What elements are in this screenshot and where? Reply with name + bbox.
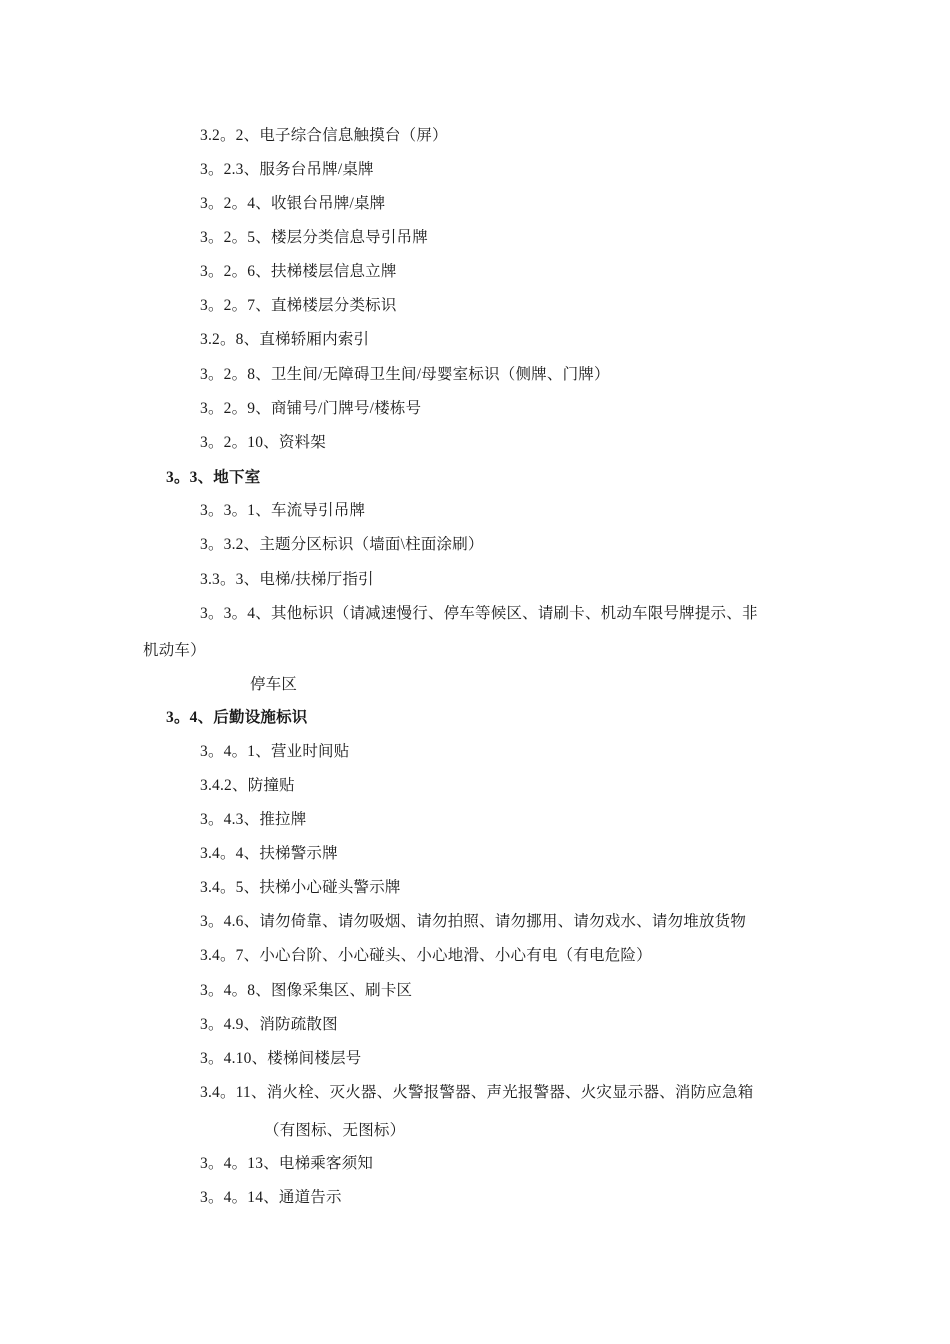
list-item: 3。2。6、扶梯楼层信息立牌	[200, 263, 397, 280]
list-item: 3.2。8、直梯轿厢内索引	[200, 331, 370, 348]
list-item-continuation: 机动车）	[143, 642, 206, 659]
list-item: 3.4.2、防撞贴	[200, 777, 295, 794]
list-item: 3。2。4、收银台吊牌/桌牌	[200, 195, 386, 212]
list-item: 3。4.6、请勿倚靠、请勿吸烟、请勿拍照、请勿挪用、请勿戏水、请勿堆放货物	[200, 913, 747, 930]
list-item: 3。2.3、服务台吊牌/桌牌	[200, 161, 374, 178]
list-item: 3。4.3、推拉牌	[200, 811, 307, 828]
list-item-continuation: 停车区	[250, 676, 298, 693]
list-item-continuation: （有图标、无图标）	[264, 1122, 406, 1139]
list-item: 3。4。1、营业时间贴	[200, 743, 350, 760]
list-item: 3。3.2、主题分区标识（墙面\柱面涂刷）	[200, 536, 484, 553]
list-item: 3。2。10、资料架	[200, 434, 327, 451]
list-item: 3。2。9、商铺号/门牌号/楼栋号	[200, 400, 422, 417]
list-item: 3。3。1、车流导引吊牌	[200, 502, 366, 519]
list-item: 3。4.9、消防疏散图	[200, 1016, 338, 1033]
list-item: 3。4。8、图像采集区、刷卡区	[200, 982, 413, 999]
section-heading: 3。3、地下室	[166, 469, 261, 486]
list-item: 3。4。14、通道告示	[200, 1189, 342, 1206]
list-item: 3.4。7、小心台阶、小心碰头、小心地滑、小心有电（有电危险）	[200, 947, 652, 964]
list-item: 3。3。4、其他标识（请减速慢行、停车等候区、请刷卡、机动车限号牌提示、非	[200, 605, 758, 622]
list-item: 3.4。5、扶梯小心碰头警示牌	[200, 879, 401, 896]
list-item: 3。2。8、卫生间/无障碍卫生间/母婴室标识（侧牌、门牌）	[200, 366, 610, 383]
list-item: 3。4.10、楼梯间楼层号	[200, 1050, 362, 1067]
section-heading: 3。4、后勤设施标识	[166, 709, 308, 726]
list-item: 3.2。2、电子综合信息触摸台（屏）	[200, 127, 448, 144]
list-item: 3。4。13、电梯乘客须知	[200, 1155, 374, 1172]
list-item: 3.3。3、电梯/扶梯厅指引	[200, 571, 374, 588]
list-item: 3.4。11、消火栓、灭火器、火警报警器、声光报警器、火灾显示器、消防应急箱	[200, 1084, 754, 1101]
list-item: 3。2。7、直梯楼层分类标识	[200, 297, 397, 314]
list-item: 3。2。5、楼层分类信息导引吊牌	[200, 229, 428, 246]
list-item: 3.4。4、扶梯警示牌	[200, 845, 338, 862]
